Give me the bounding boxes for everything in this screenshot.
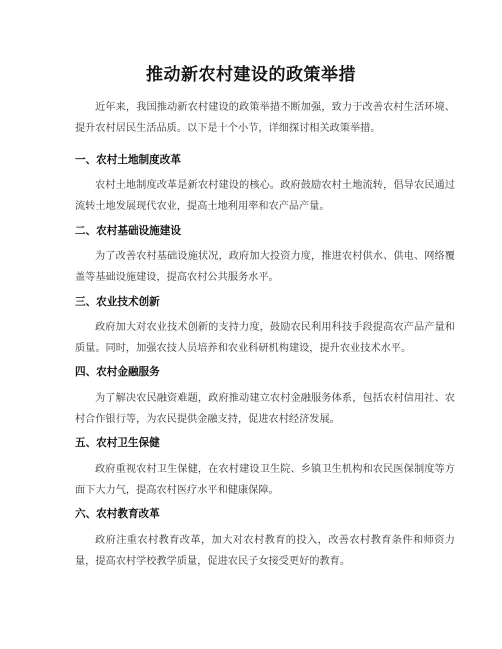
- section-body-5: 政府重视农村卫生保健，在农村建设卫生院、乡镇卫生机构和农民医保制度等方面下大力气，提高农村医疗水平和健康保障。: [75, 464, 455, 496]
- section-heading-2: 二、农村基础设施建设: [75, 225, 181, 237]
- section-body-6: 政府注重农村教育改革，加大对农村教育的投入，改善农村教育条件和师资力量，提高农村学校教学质量，促进农民子女接受更好的教育。: [75, 535, 455, 567]
- document-title: 推动新农村建设的政策举措: [146, 65, 356, 85]
- section-heading-5: 五、农村卫生保健: [75, 437, 160, 449]
- section-heading-1: 一、农村土地制度改革: [75, 154, 181, 166]
- section-heading-6: 六、农村教育改革: [75, 508, 160, 520]
- section-heading-3: 三、农业技术创新: [75, 296, 160, 308]
- section-body-1: 农村土地制度改革是新农村建设的核心。政府鼓励农村土地流转，倡导农民通过流转土地发展现代农业，提高土地利用率和农产品产量。: [75, 180, 455, 212]
- section-heading-4: 四、农村金融服务: [75, 366, 160, 378]
- section-body-3: 政府加大对农业技术创新的支持力度，鼓励农民利用科技手段提高农产品产量和质量。同时，加强农技人员培养和农业科研机构建设，提升农业技术水平。: [75, 322, 455, 354]
- section-body-2: 为了改善农村基础设施状况，政府加大投资力度，推进农村供水、供电、网络覆盖等基础设施建设，提高农村公共服务水平。: [75, 251, 455, 283]
- section-body-4: 为了解决农民融资难题，政府推动建立农村金融服务体系，包括农村信用社、农村合作银行等，为农民提供金融支持，促进农村经济发展。: [75, 393, 455, 425]
- intro-paragraph: 近年来，我国推动新农村建设的政策举措不断加强，致力于改善农村生活环境、提升农村居民生活品质。以下是十个小节，详细探讨相关政策举措。: [75, 102, 455, 134]
